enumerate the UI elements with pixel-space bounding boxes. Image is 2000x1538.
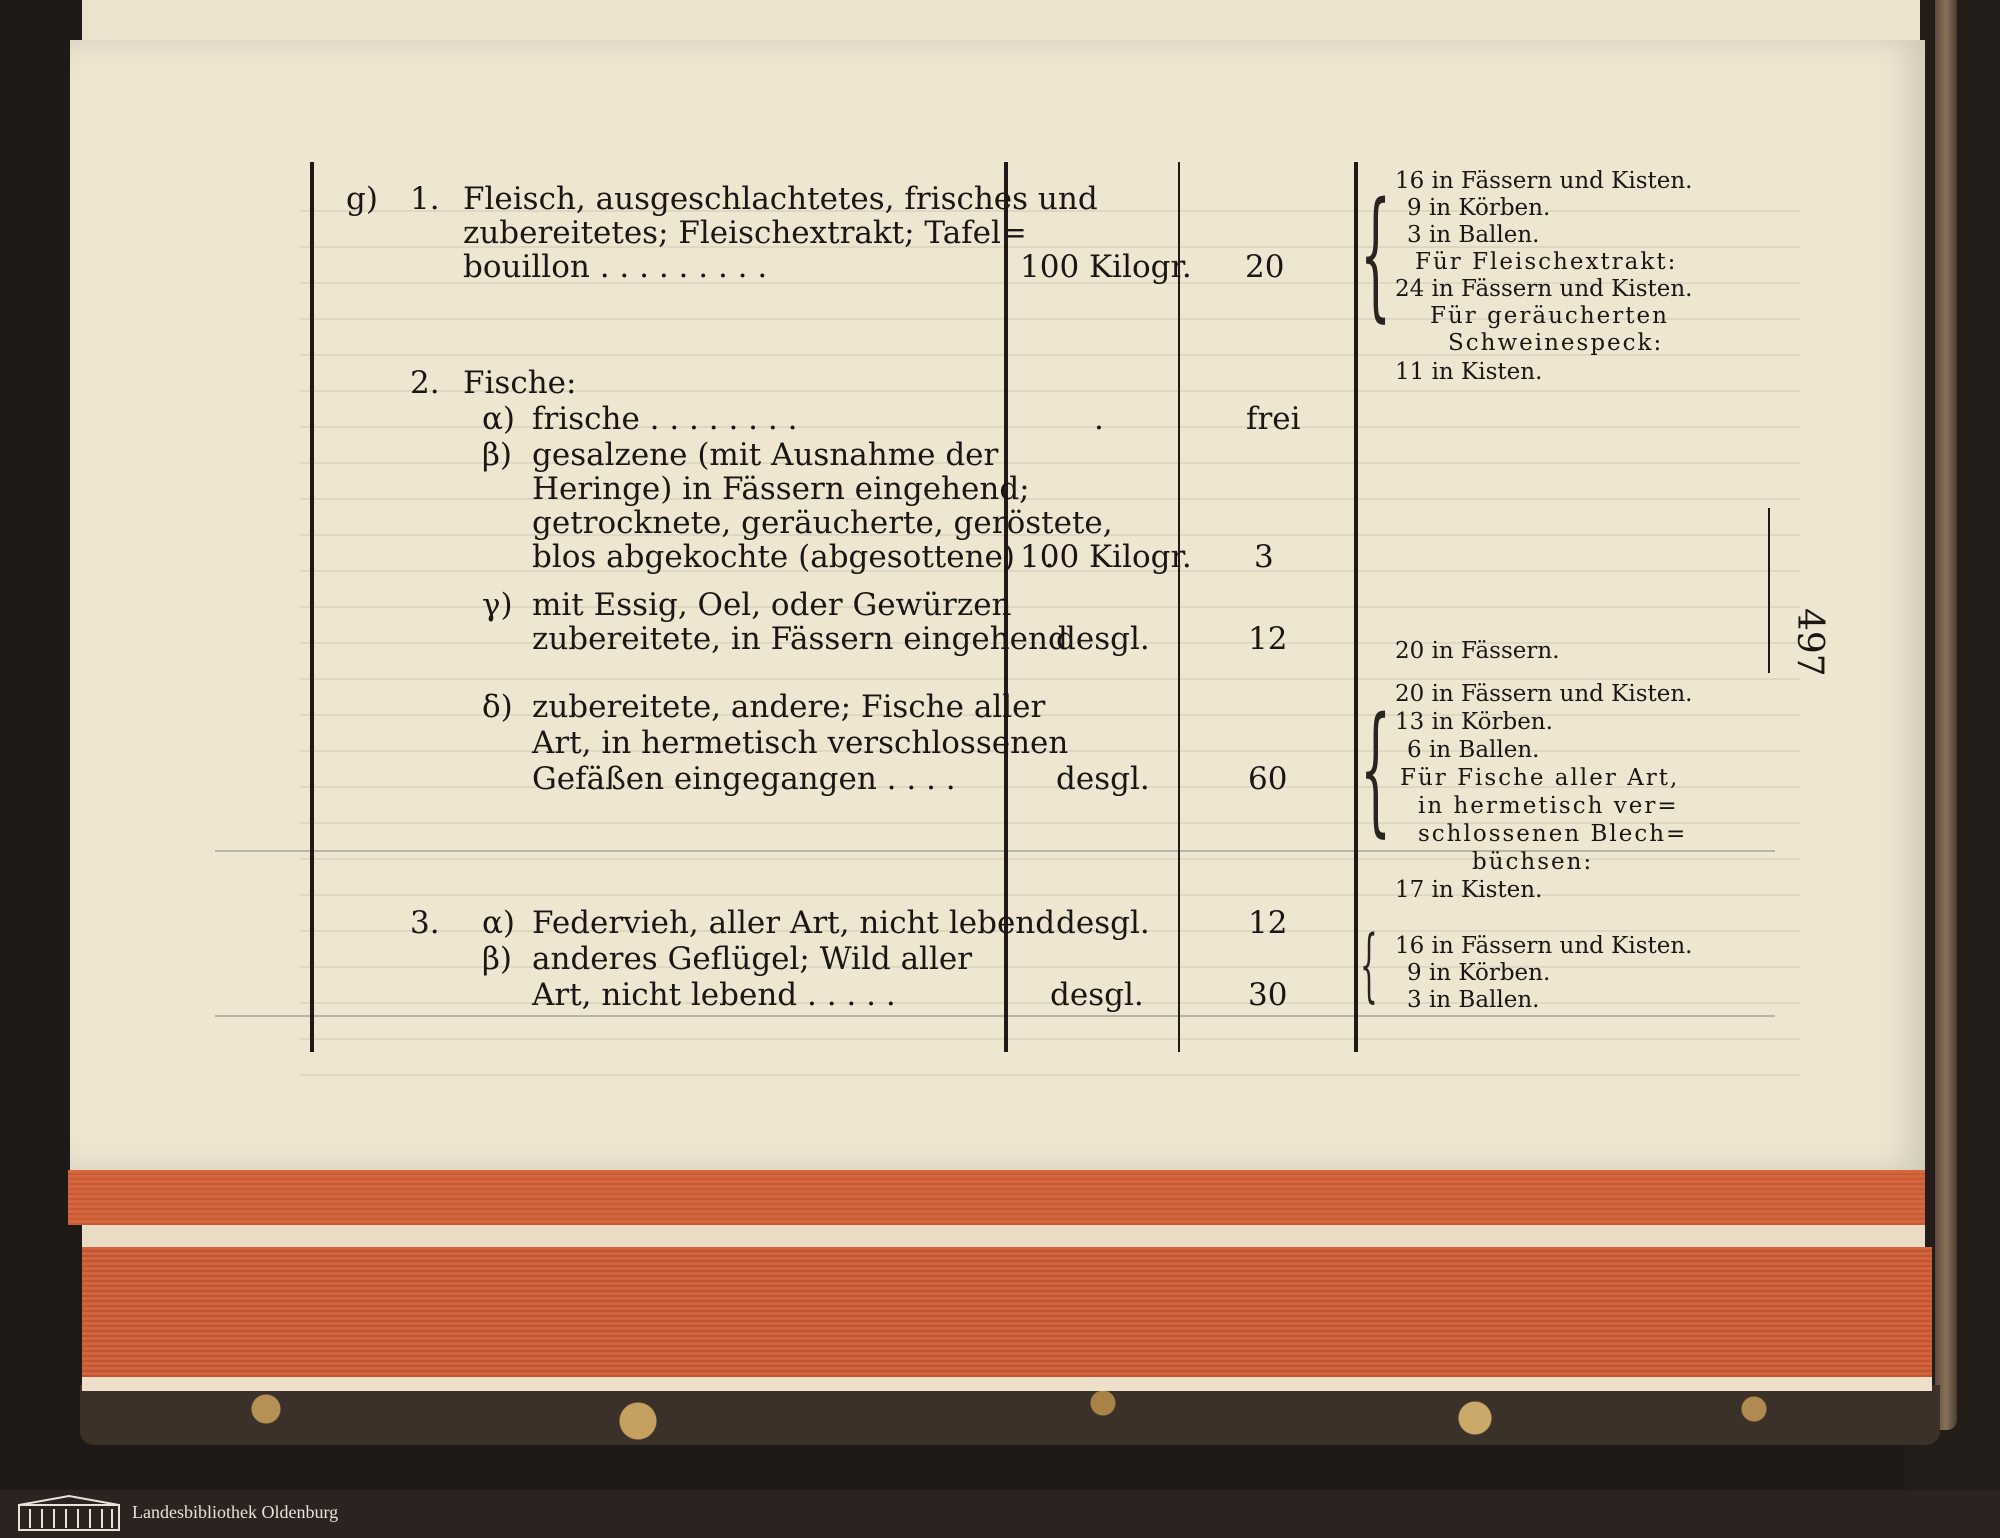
table-rule-rate [1354, 162, 1358, 1052]
marbled-cover [80, 1385, 1940, 1445]
page-edge-light [82, 1225, 1925, 1247]
row-text: frische . . . . . . . . [532, 401, 798, 437]
brace-icon: { [1360, 173, 1392, 336]
row-unit: desgl. [1056, 905, 1150, 941]
row-rate: 30 [1248, 977, 1288, 1013]
row-text: Heringe) in Fässern eingehend; [532, 471, 1030, 507]
previous-page-edge [82, 0, 1920, 40]
row-number: 1. [410, 181, 440, 217]
table-rule-unit [1178, 162, 1180, 1052]
row-label: β) [482, 941, 513, 977]
page-edge-red-top [68, 1170, 1925, 1225]
tare-note: 20 in Fässern. [1395, 638, 1560, 664]
brace-icon: { [1360, 688, 1392, 851]
row-text: bouillon . . . . . . . . . [463, 249, 768, 285]
tare-note: Für geräucherten [1430, 303, 1669, 329]
tare-note: Für Fleischextrakt: [1415, 249, 1678, 275]
row-label: β) [482, 437, 513, 473]
row-label: γ) [482, 587, 513, 623]
brace-icon: { [1360, 918, 1378, 1011]
tare-note: Für Fische aller Art, [1400, 765, 1680, 791]
row-unit: desgl. [1056, 621, 1150, 657]
row-unit: . [1094, 401, 1104, 437]
row-label: α) [482, 905, 516, 941]
tare-note: büchsen: [1472, 849, 1594, 875]
faint-rule-2 [215, 1015, 1775, 1017]
row-letter: g) [346, 181, 378, 217]
row-text: zubereitete, in Fässern eingehend [532, 621, 1068, 657]
table-left-rule [310, 162, 314, 1052]
tare-note: in hermetisch ver= [1418, 793, 1679, 819]
row-text: getrocknete, geräucherte, geröstete, [532, 505, 1113, 541]
tare-note: Schweinespeck: [1448, 330, 1664, 356]
row-unit: 100 Kilogr. [1020, 539, 1192, 575]
tare-note: 9 in Körben. [1407, 195, 1551, 221]
row-label: α) [482, 401, 516, 437]
row-title: Fische: [463, 365, 577, 401]
row-unit: desgl. [1050, 977, 1144, 1013]
row-rate: 60 [1248, 761, 1288, 797]
tare-note: 3 in Ballen. [1407, 987, 1540, 1013]
tare-note: 20 in Fässern und Kisten. [1395, 681, 1693, 707]
tare-note: 9 in Körben. [1407, 960, 1551, 986]
library-building-icon [18, 1495, 120, 1531]
row-number: 2. [410, 365, 440, 401]
tare-note: 24 in Fässern und Kisten. [1395, 276, 1693, 302]
row-text: gesalzene (mit Ausnahme der [532, 437, 999, 473]
page-edge-light-bottom [82, 1377, 1932, 1391]
row-text: Art, nicht lebend . . . . . [532, 977, 896, 1013]
row-text: Art, in hermetisch verschlossenen [532, 725, 1069, 761]
page-number: 497 [1789, 608, 1830, 677]
row-rate: 3 [1254, 539, 1274, 575]
row-text: Gefäßen eingegangen . . . . [532, 761, 956, 797]
tare-note: 16 in Fässern und Kisten. [1395, 933, 1693, 959]
tare-note: 11 in Kisten. [1395, 359, 1543, 385]
book-spine-edge [1935, 0, 1957, 1430]
row-text: blos abgekochte (abgesottene) . . [532, 539, 1055, 575]
book-page [70, 40, 1925, 1170]
tare-note: 17 in Kisten. [1395, 877, 1543, 903]
row-text: anderes Geflügel; Wild aller [532, 941, 973, 977]
row-rate: frei [1246, 401, 1301, 437]
row-label: δ) [482, 689, 513, 725]
tare-note: 6 in Ballen. [1407, 737, 1540, 763]
row-text: mit Essig, Oel, oder Gewürzen [532, 587, 1012, 623]
row-text: Fleisch, ausgeschlachtetes, frisches und [463, 181, 1098, 217]
row-rate: 12 [1248, 621, 1288, 657]
row-rate: 20 [1245, 249, 1285, 285]
row-text: zubereitete, andere; Fische aller [532, 689, 1046, 725]
tare-note: schlossenen Blech= [1418, 821, 1688, 847]
page-number-rule [1768, 508, 1770, 673]
row-unit: 100 Kilogr. [1020, 249, 1192, 285]
page-edge-red-bottom [82, 1247, 1932, 1377]
library-name[interactable]: Landesbibliothek Oldenburg [132, 1502, 339, 1522]
tare-note: 3 in Ballen. [1407, 222, 1540, 248]
tare-note: 13 in Körben. [1395, 709, 1553, 735]
row-unit: desgl. [1056, 761, 1150, 797]
row-text: Federvieh, aller Art, nicht lebend [532, 905, 1056, 941]
tare-note: 16 in Fässern und Kisten. [1395, 168, 1693, 194]
row-number: 3. [410, 905, 440, 941]
row-text: zubereitetes; Fleischextrakt; Tafel= [463, 215, 1027, 251]
row-rate: 12 [1248, 905, 1288, 941]
